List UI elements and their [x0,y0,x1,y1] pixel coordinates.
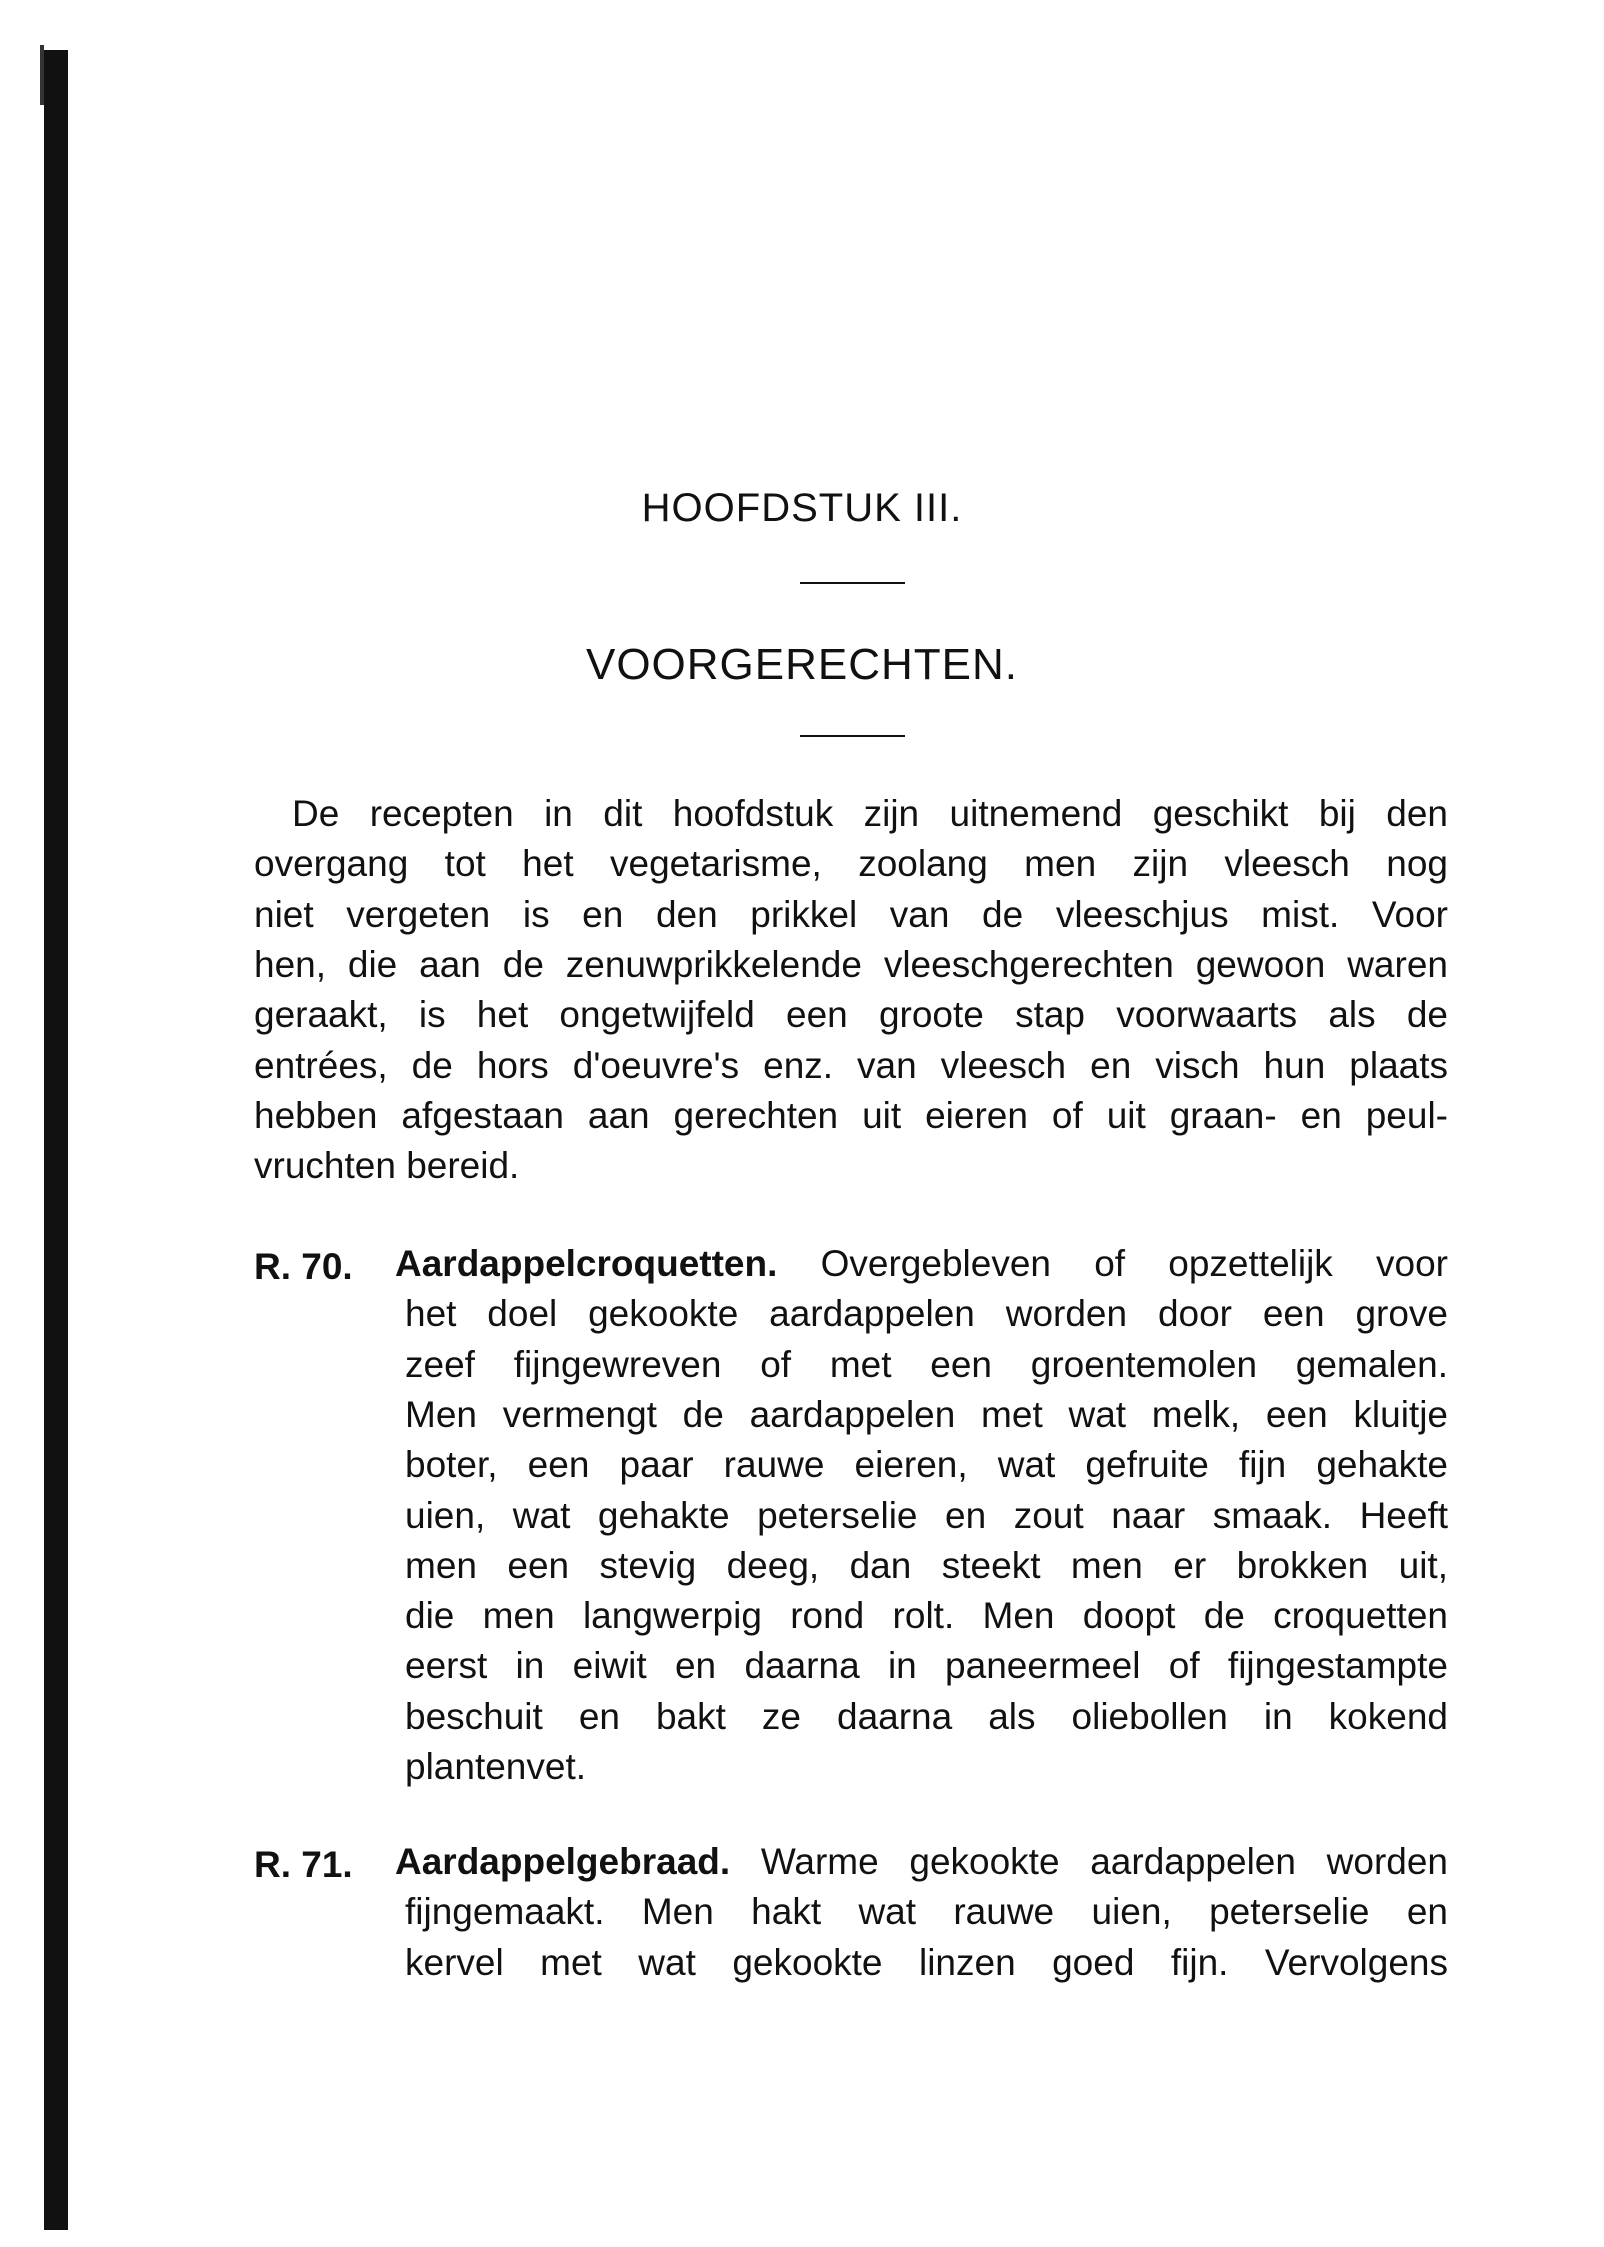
recipe-title: Aardappelcroquetten. [395,1243,778,1284]
text-line: men een stevig deeg, dan steekt men er brokken uit, [405,1544,1448,1586]
recipe-first-line [395,1240,1448,1288]
recipe-text: Warme gekookte aardappelen worden [760,1841,1448,1882]
text-line: eerst in eiwit en daarna in paneermeel of fijngestampte [405,1645,1448,1687]
text-line: overgang tot het vegetarisme, zoolang men zijn vleesch nog [254,843,1448,885]
recipe-number: R. 70. [254,1246,353,1287]
text-line: Men vermengt de aardappelen met wat melk, een kluitje [405,1393,1448,1435]
page-binding-edge [44,50,68,2230]
text-line: geraakt, is het ongetwijfeld een groote stap voorwaarts als de [254,994,1448,1036]
chapter-heading: HOOFDSTUK III. [641,486,963,530]
recipe-first-line [395,1838,1448,1886]
text-line: entrées, de hors d'oeuvre's enz. van vleesch en visch hun plaats [254,1044,1448,1086]
text-line: hen, die aan de zenuwprikkelende vleeschgerechten gewoon waren [254,943,1448,985]
text-line: hebben afgestaan aan gerechten uit eieren of uit graan- en peul- [254,1094,1448,1136]
recipe-number: R. 71. [254,1844,353,1885]
text-line: beschuit en bakt ze daarna als oliebollen in kokend [405,1695,1448,1737]
text-line: zeef fijngewreven of met een groentemolen gemalen. [405,1343,1448,1385]
recipe-text: Overgebleven of opzettelijk voor [820,1243,1448,1284]
text-line: De recepten in dit hoofdstuk zijn uitnemend geschikt bij den [292,793,1448,834]
text-line: uien, wat gehakte peterselie en zout naar smaak. Heeft [405,1494,1448,1536]
recipe-title: Aardappelgebraad. [395,1841,731,1882]
divider-rule [800,582,905,584]
text-line: niet vergeten is en den prikkel van de vleeschjus mist. Voor [254,893,1448,935]
divider-rule [800,735,905,737]
text-line: vruchten bereid. [254,1145,520,1187]
text-line: het doel gekookte aardappelen worden door een grove [405,1293,1448,1335]
text-line: fijngemaakt. Men hakt wat rauwe uien, peterselie en [405,1891,1448,1933]
text-line: kervel met wat gekookte linzen goed fijn. Vervolgens [405,1941,1448,1983]
page-binding-edge-fray [40,45,44,105]
section-title: VOORGERECHTEN. [585,640,1019,689]
text-line: plantenvet. [405,1746,587,1787]
text-line: die men langwerpig rond rolt. Men doopt de croquetten [405,1595,1448,1637]
text-line: boter, een paar rauwe eieren, wat gefruite fijn gehakte [405,1444,1448,1486]
